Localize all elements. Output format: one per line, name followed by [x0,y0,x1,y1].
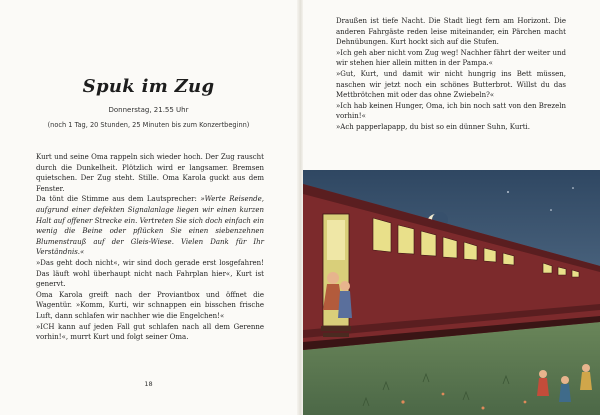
train-illustration [303,170,600,415]
right-page [303,0,600,415]
chapter-title: Spuk im Zug [82,76,215,97]
paragraph: »ICH kann auf jeden Fall gut schlafen nach all dem Gerenne vorhin!«, murrt Kurt und folgt seiner Oma. [36,322,264,342]
paragraph [36,194,264,258]
door-steps [321,326,351,331]
chapter-dateline: Donnerstag, 21.55 Uhr [108,106,189,114]
paragraph-lead: Da tönt die Stimme aus dem Lautsprecher: [36,195,197,204]
left-body-text [36,152,264,343]
page-number: 18 [144,380,153,388]
right-body-text [336,16,566,133]
paragraph: Oma Karola greift nach der Proviantbox und öffnet die Wagentür. »Komm, Kurti, wir schnappen ein bisschen frische Luft, dann schlafen wir nachher wie die Engelchen!« [36,290,264,320]
loudspeaker-announcement: »Werte Reisende, aufgrund einer defekten Signalanlage liegen wir einen kurzen Halt auf offener Strecke ein. Vertreten Sie sich doch einfach ein wenig die Beine oder pflücken Sie einen siebenzehnen Blumenstrauß auf der Gleis-Wiese. Vielen Dank für Ihr Verständnis.« [36,195,264,257]
paragraph: »Gut, Kurt, und damit wir nicht hungrig ins Bett müssen, naschen wir jetzt noch ein schönes Butterbrot. Willst du das Mettbrötchen mit oder das ohne Zwiebeln?« [336,69,566,100]
paragraph: Draußen ist tiefe Nacht. Die Stadt liegt fern am Horizont. Die anderen Fahrgäste reden leise miteinander, ein Pärchen macht Dehnübungen. Kurt hockt sich auf die Stufen. [336,17,566,47]
paragraph: Kurt und seine Oma rappeln sich wieder hoch. Der Zug rauscht durch die Dunkelheit. Plötzlich wird er langsamer. Bremsen quietschen. Der Zug steht. Stille. Oma Karola guckt aus dem Fenster. [36,153,264,193]
paragraph: »Ach papperlapapp, du bist so ein dünner Suhn, Kurti. [336,122,530,131]
paragraph: »Ich geh aber nicht vom Zug weg! Nachher fährt der weiter und wir stehen hier allein mitten in der Pampa.« [336,48,566,68]
left-page [0,0,297,415]
chapter-countdown: (noch 1 Tag, 20 Stunden, 25 Minuten bis zum Konzertbeginn) [47,121,250,129]
paragraph: »Das geht doch nicht«, wir sind doch gerade erst losgefahren! Das läuft wohl überhaupt nicht nach Fahrplan hier«, Kurt ist genervt. [36,258,264,289]
paragraph: »Ich hab keinen Hunger, Oma, ich bin noch satt von den Brezeln vorhin!« [336,101,566,121]
